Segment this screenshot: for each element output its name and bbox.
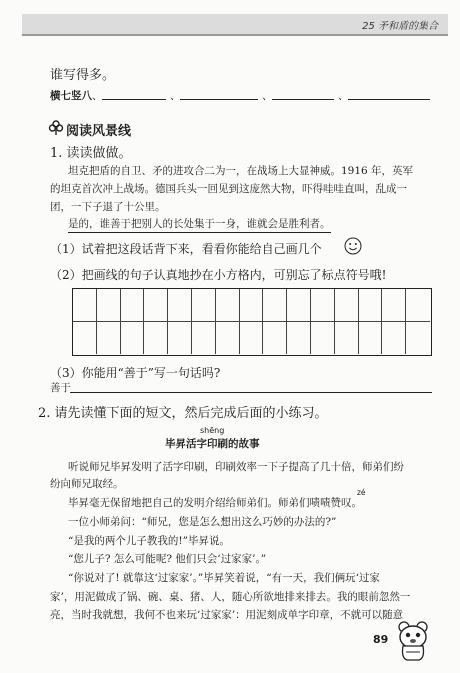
fill-blank-2[interactable] bbox=[180, 99, 258, 100]
grid-cell[interactable] bbox=[287, 322, 311, 355]
grid-cell[interactable] bbox=[263, 322, 287, 355]
grid-cell[interactable] bbox=[240, 322, 264, 355]
grid-cell[interactable] bbox=[216, 289, 240, 322]
grid-cell[interactable] bbox=[121, 322, 145, 355]
q1-heading: 1. 读读做做。 bbox=[50, 146, 132, 161]
grid-cell[interactable] bbox=[73, 322, 97, 355]
q1-sub3-label: 善于 bbox=[50, 382, 71, 394]
section-title: 阅读风景线 bbox=[66, 124, 132, 139]
grid-cell[interactable] bbox=[335, 289, 359, 322]
sentence-answer-line[interactable] bbox=[70, 392, 432, 393]
grid-cell[interactable] bbox=[382, 289, 406, 322]
pinyin-sheng: shēng bbox=[200, 426, 225, 435]
q1-sub3: （3）你能用“善于”写一句话吗? bbox=[50, 366, 221, 380]
page-number: 89 bbox=[373, 633, 389, 646]
q1-para1-line2: 的坦克首次冲上战场。德国兵头一回见到这庞然大物，吓得哇哇直叫，乱成一 bbox=[50, 183, 407, 195]
story-p6-line3: 亮，当时我就想，我何不也来玩‘过家家’：用泥刻成单字印章，不就可以随意 bbox=[50, 609, 404, 621]
q1-sub2: （2）把画线的句子认真地抄在小方格内，可别忘了标点符号哦! bbox=[50, 268, 387, 282]
grid-cell[interactable] bbox=[382, 322, 406, 355]
q1-sub1: （1）试着把这段话背下来，看看你能给自己画几个 bbox=[50, 242, 322, 256]
grid-cell[interactable] bbox=[97, 289, 121, 322]
grid-cell[interactable] bbox=[406, 289, 430, 322]
smiley-icon bbox=[344, 237, 362, 255]
grid-cell[interactable] bbox=[192, 322, 216, 355]
story-p5: “您儿子? 怎么可能呢? 他们只会‘过家家’。” bbox=[68, 553, 267, 565]
fill-row-sep: 、 bbox=[262, 90, 273, 102]
fill-row-sep: 、 bbox=[170, 90, 181, 102]
mascot-icon bbox=[396, 620, 430, 662]
grid-cell[interactable] bbox=[240, 289, 264, 322]
grid-cell[interactable] bbox=[73, 289, 97, 322]
header-rule bbox=[22, 34, 448, 36]
story-p4: “是我的两个儿子教我的!”毕昇说。 bbox=[68, 535, 230, 547]
grid-cell[interactable] bbox=[97, 322, 121, 355]
grid-cell[interactable] bbox=[287, 289, 311, 322]
grid-cell[interactable] bbox=[168, 322, 192, 355]
grid-cell[interactable] bbox=[192, 289, 216, 322]
q2-heading: 2. 请先读懂下面的短文，然后完成后面的小练习。 bbox=[38, 406, 328, 421]
story-p1-line1: 听说师兄毕昇发明了活字印刷，印刷效率一下子提高了几十倍，师弟们纷 bbox=[68, 461, 404, 473]
grid-cell[interactable] bbox=[263, 289, 287, 322]
header-text: 25 矛和盾的集合 bbox=[362, 21, 438, 32]
grid-cell[interactable] bbox=[121, 289, 145, 322]
story-p3: 一位小师弟问：“师兄，您是怎么想出这么巧妙的办法的?” bbox=[68, 516, 337, 528]
grid-cell[interactable] bbox=[216, 322, 240, 355]
flower-icon bbox=[48, 120, 64, 136]
story-p6-line1: “你说对了! 就靠这‘过家家’。”毕昇笑着说，“有一天，我们俩玩‘过家 bbox=[68, 572, 380, 584]
intro-line: 谁写得多。 bbox=[50, 68, 116, 83]
grid-cell[interactable] bbox=[335, 322, 359, 355]
copy-grid[interactable] bbox=[72, 288, 432, 356]
grid-cell[interactable] bbox=[406, 322, 430, 355]
fill-row-label: 横七竖八 bbox=[50, 90, 92, 102]
fill-row-sep: 、 bbox=[92, 90, 103, 102]
grid-cell[interactable] bbox=[359, 289, 383, 322]
story-p6-line2: 家’，用泥做成了锅、碗、桌、猪、人，随心所欲地排来排去。我的眼前忽然一 bbox=[50, 591, 411, 603]
story-p1-line2: 纷向师兄取经。 bbox=[50, 478, 124, 490]
grid-cell[interactable] bbox=[144, 322, 168, 355]
fill-blank-3[interactable] bbox=[272, 99, 334, 100]
grid-cell[interactable] bbox=[311, 322, 335, 355]
pinyin-ze: zé bbox=[357, 488, 366, 497]
q1-para1-line3: 团，一下子退了十公里。 bbox=[50, 201, 166, 213]
q1-para1-line1: 坦克把盾的自卫、矛的进攻合二为一，在战场上大显神威。1916 年，英军 bbox=[68, 165, 414, 177]
story-p2: 毕昇毫无保留地把自己的发明介绍给师弟们。师弟们啧啧赞叹。 bbox=[68, 497, 362, 509]
story-title: 毕昇活字印刷的故事 bbox=[165, 438, 260, 450]
q1-underlined-sentence: 是的，谁善于把别人的长处集于一身，谁就会是胜利者。 bbox=[68, 216, 331, 233]
fill-blank-1[interactable] bbox=[102, 99, 166, 100]
grid-cell[interactable] bbox=[168, 289, 192, 322]
fill-blank-4[interactable] bbox=[348, 99, 430, 100]
grid-cell[interactable] bbox=[311, 289, 335, 322]
fill-row-sep: 、 bbox=[338, 90, 349, 102]
grid-cell[interactable] bbox=[359, 322, 383, 355]
grid-cell[interactable] bbox=[144, 289, 168, 322]
